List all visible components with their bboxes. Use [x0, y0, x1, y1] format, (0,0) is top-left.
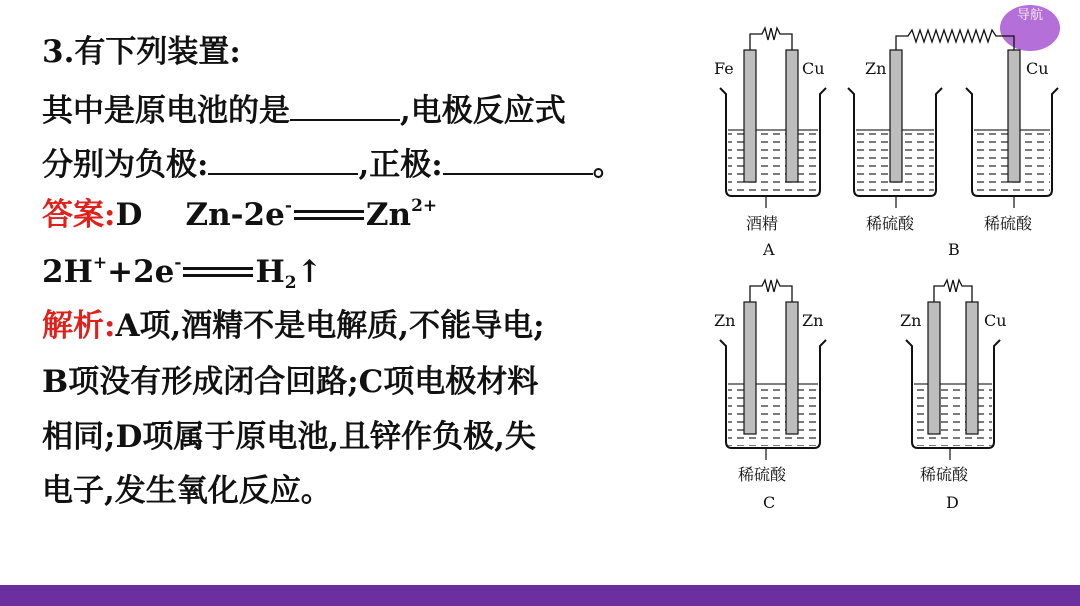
apparatus-d [900, 280, 1007, 512]
solution-label: 酒精 [746, 214, 779, 233]
nav-badge[interactable]: 导航 [1000, 5, 1060, 51]
bottom-bar [0, 585, 1080, 606]
electrode-label-zn: Zn [900, 311, 922, 330]
question-line-3 [42, 143, 624, 185]
answer-line-1 [42, 195, 437, 235]
equals-sign [183, 267, 253, 277]
question-text: 。 [592, 147, 624, 183]
question-text: ,电极反应式 [400, 93, 566, 129]
question-title-line [42, 32, 241, 72]
question-text: 分别为负极: [42, 147, 209, 183]
question-number: 3. [42, 34, 75, 70]
apparatus-b [848, 30, 1058, 259]
superscript: + [92, 253, 108, 273]
blank-3 [443, 143, 593, 175]
electrode-label-cu: Cu [984, 311, 1007, 330]
answer-label: 答案: [42, 197, 116, 233]
apparatus-a [714, 28, 826, 259]
electrode-label-cu: Cu [1026, 59, 1049, 78]
electrode-label-zn: Zn [802, 311, 824, 330]
apparatus-label-a: A [763, 240, 775, 259]
question-title: 有下列装置: [74, 34, 241, 70]
solution-label: 稀硫酸 [738, 465, 787, 484]
question-text: 其中是原电池的是 [42, 93, 290, 129]
apparatus-c [714, 280, 826, 512]
solution-label-right: 稀硫酸 [984, 214, 1033, 233]
analysis-line-1 [42, 306, 545, 346]
pos-electrode-right: H [255, 254, 285, 290]
superscript: - [284, 196, 292, 216]
analysis-line-3: 相同;D项属于原电池,且锌作负极,失 [42, 419, 536, 455]
analysis-line-2: B项没有形成闭合回路;C项电极材料 [42, 364, 539, 400]
question-line-2 [42, 89, 566, 131]
apparatus-label-b: B [948, 240, 960, 259]
answer-line-2 [42, 252, 323, 292]
analysis-text: A项,酒精不是电解质,不能导电; [115, 308, 545, 344]
electrode-label-zn: Zn [865, 59, 887, 78]
pos-electrode-left: +2e [107, 254, 175, 290]
apparatus-label-c: C [763, 493, 776, 512]
neg-electrode-right: Zn [365, 197, 412, 233]
analysis-line-4: 电子,发生氧化反应。 [42, 473, 332, 509]
solution-label-left: 稀硫酸 [866, 214, 915, 233]
gas-arrow: ↑ [296, 254, 323, 290]
electrode-label-zn: Zn [714, 311, 736, 330]
subscript: 2 [284, 273, 297, 293]
solution-label: 稀硫酸 [920, 465, 969, 484]
blank-2 [208, 143, 358, 175]
neg-electrode-left: Zn-2e [185, 197, 285, 233]
answer-choice: D [115, 197, 143, 233]
electrode-label-cu: Cu [802, 59, 825, 78]
galvanic-cell-diagram [700, 10, 1080, 530]
question-text: ,正极: [358, 147, 443, 183]
blank-1 [290, 89, 400, 121]
apparatus-label-d: D [946, 493, 959, 512]
equals-sign [294, 210, 364, 220]
analysis-label: 解析: [42, 308, 116, 344]
electrode-label-fe: Fe [714, 59, 734, 78]
superscript: - [174, 253, 182, 273]
superscript: 2+ [411, 196, 438, 216]
pos-electrode-left: 2H [42, 254, 93, 290]
